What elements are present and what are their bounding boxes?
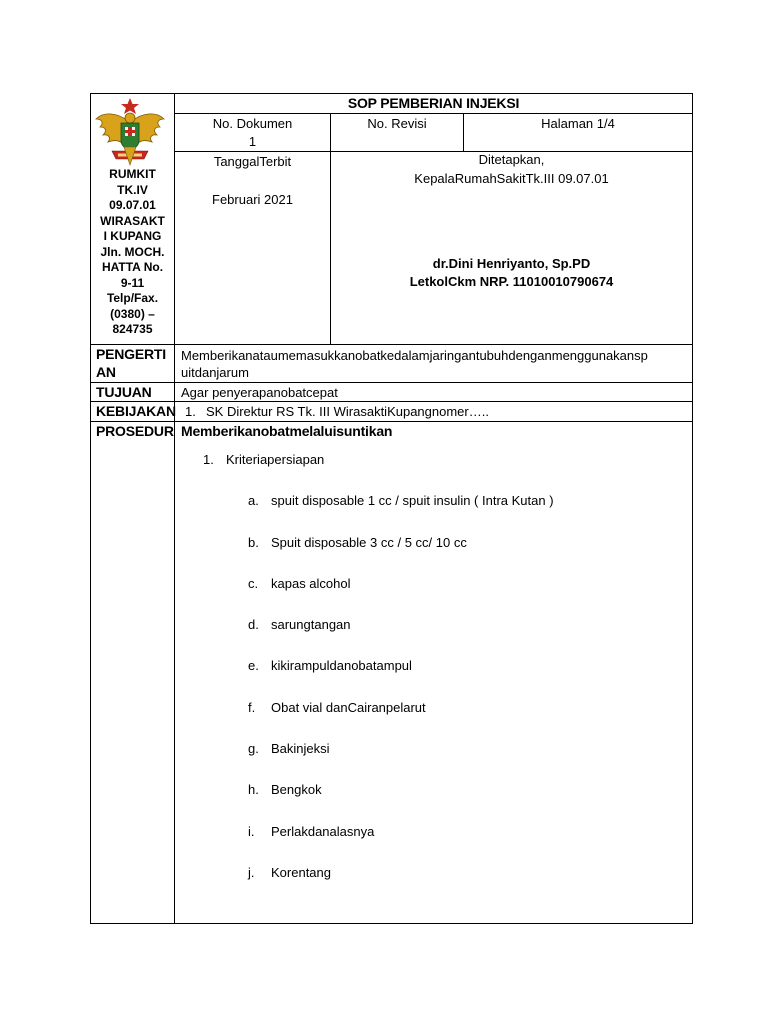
institution-line: 09.07.01	[109, 198, 156, 212]
ditetapkan-label: Ditetapkan,	[478, 152, 545, 167]
item-letter: h.	[248, 782, 259, 797]
item-text: kapas alcohol	[271, 576, 351, 591]
institution-line: (0380) –	[110, 306, 155, 321]
kebijakan-label: KEBIJAKAN	[96, 403, 176, 419]
step-text: Kriteriapersiapan	[226, 452, 325, 467]
institution-line: RUMKIT	[109, 167, 156, 181]
institution-info	[91, 167, 174, 338]
signer-name: dr.Dini Henriyanto, Sp.PD	[432, 256, 591, 271]
item-letter: c.	[248, 576, 259, 591]
halaman-label: Halaman 1/4	[541, 116, 615, 131]
institution-line: Jln. MOCH.	[100, 244, 165, 259]
item-letter: d.	[248, 617, 259, 632]
pengertian-text-line: uitdanjarum	[181, 365, 249, 380]
tujuan-label: TUJUAN	[96, 384, 152, 400]
signer-rank: LetkolCkm NRP. 11010010790674	[409, 274, 614, 289]
item-text: sarungtangan	[271, 617, 351, 632]
item-letter: i.	[248, 824, 255, 839]
institution-line: I KUPANG	[103, 229, 162, 243]
kebijakan-number: 1.	[185, 404, 196, 419]
item-letter: b.	[248, 535, 259, 550]
hospital-logo	[94, 97, 166, 167]
no-revisi-label: No. Revisi	[367, 116, 427, 131]
item-text: Korentang	[271, 865, 331, 880]
pengertian-text	[181, 347, 689, 381]
step-number: 1.	[203, 452, 214, 467]
item-text: Bengkok	[271, 782, 322, 797]
institution-line: Telp/Fax.	[106, 291, 159, 305]
kebijakan-text: SK Direktur RS Tk. III WirasaktiKupangnomer…..	[206, 404, 489, 419]
item-text: Obat vial danCairanpelarut	[271, 700, 426, 715]
ditetapkan-position: KepalaRumahSakitTk.III 09.07.01	[414, 171, 609, 186]
item-letter: e.	[248, 658, 259, 673]
item-text: Perlakdanalasnya	[271, 824, 375, 839]
no-dokumen-label: No. Dokumen	[212, 116, 293, 131]
institution-line: 824735	[112, 322, 153, 336]
item-text: kikirampuldanobatampul	[271, 658, 412, 673]
pengertian-label	[96, 345, 166, 381]
tanggal-terbit-label: TanggalTerbit	[213, 154, 292, 169]
document-title: SOP PEMBERIAN INJEKSI	[347, 95, 520, 111]
prosedur-label: PROSEDUR	[96, 423, 174, 439]
institution-line: WIRASAKT	[100, 213, 165, 228]
item-text: Spuit disposable 3 cc / 5 cc/ 10 cc	[271, 535, 467, 550]
item-text: Bakinjeksi	[271, 741, 330, 756]
tujuan-text: Agar penyerapanobatcepat	[181, 385, 338, 400]
pengertian-label-line: AN	[96, 364, 116, 380]
institution-line: TK.IV	[117, 182, 148, 197]
item-text: spuit disposable 1 cc / spuit insulin ( Intra Kutan )	[271, 493, 554, 508]
institution-line: 9-11	[120, 275, 145, 290]
tanggal-terbit-value: Februari 2021	[212, 192, 293, 207]
pengertian-label-line: PENGERTI	[96, 346, 166, 362]
institution-line: HATTA No.	[101, 260, 164, 274]
pengertian-text-line: Memberikanataumemasukkanobatkedalamjaringantubuhdenganmenggunakansp	[181, 348, 648, 363]
item-letter: g.	[248, 741, 259, 756]
item-letter: f.	[248, 700, 256, 715]
item-letter: a.	[248, 493, 259, 508]
no-dokumen-value: 1	[248, 134, 257, 149]
prosedur-heading: Memberikanobatmelaluisuntikan	[181, 423, 393, 439]
item-letter: j.	[248, 865, 255, 880]
